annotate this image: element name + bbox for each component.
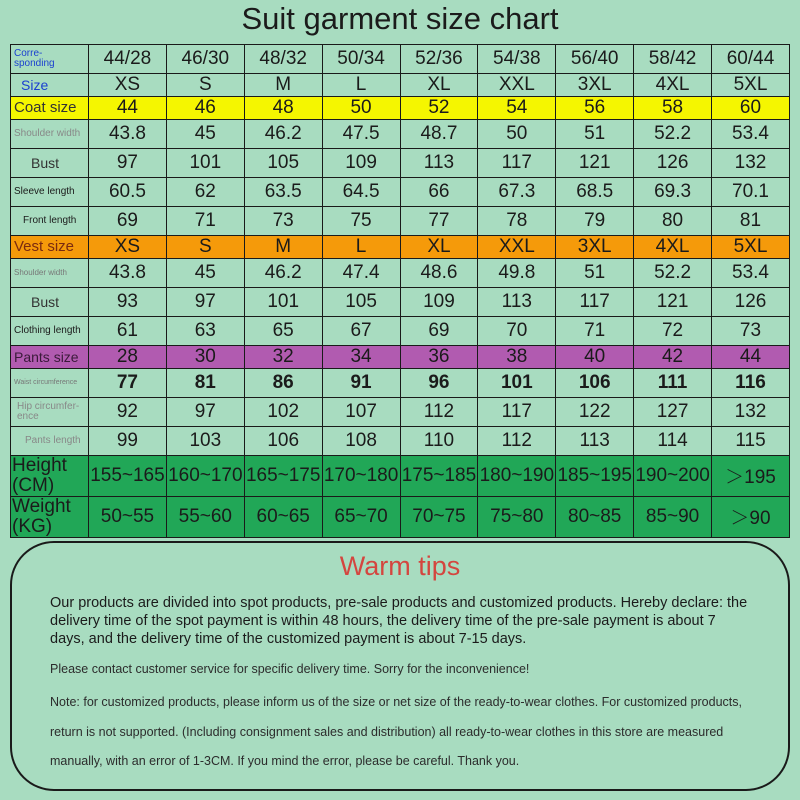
label-hip-circumference: Hip circumfer- ence bbox=[11, 398, 89, 427]
cell-vest-size: 3XL bbox=[556, 236, 634, 259]
label-shoulder-width: Shoulder width bbox=[11, 120, 89, 149]
cell-coat-size: 54 bbox=[478, 97, 556, 120]
row-coat-size bbox=[11, 97, 790, 120]
cell-size: XL bbox=[400, 74, 478, 97]
row-pants-hip bbox=[11, 398, 790, 427]
label-pants-length: Pants length bbox=[11, 427, 89, 456]
cell-shoulder-width: 50 bbox=[478, 120, 556, 149]
cell-pants-length: 108 bbox=[322, 427, 400, 456]
cell-size: 4XL bbox=[634, 74, 712, 97]
size-chart-table bbox=[10, 44, 790, 538]
cell-vest-size: L bbox=[322, 236, 400, 259]
label-shoulder-width: Shoulder width bbox=[11, 259, 89, 288]
cell-coat-size: 44 bbox=[89, 97, 167, 120]
cell-sleeve-length: 64.5 bbox=[322, 178, 400, 207]
cell-corresponding: 56/40 bbox=[556, 45, 634, 74]
cell-vest-size: XL bbox=[400, 236, 478, 259]
cell-height: 160~170 bbox=[166, 456, 244, 497]
cell-shoulder-width: 51 bbox=[556, 120, 634, 149]
cell-shoulder-width: 53.4 bbox=[712, 259, 790, 288]
cell-waist-circumference: 111 bbox=[634, 369, 712, 398]
cell-weight: ＞90 bbox=[712, 496, 790, 537]
row-pants-length bbox=[11, 427, 790, 456]
cell-bust: 105 bbox=[244, 149, 322, 178]
row-pants-size bbox=[11, 346, 790, 369]
cell-bust: 101 bbox=[244, 288, 322, 317]
label-bust: Bust bbox=[11, 149, 89, 178]
cell-front-length: 79 bbox=[556, 207, 634, 236]
cell-sleeve-length: 69.3 bbox=[634, 178, 712, 207]
cell-height: 185~195 bbox=[556, 456, 634, 497]
cell-hip-circumference: 107 bbox=[322, 398, 400, 427]
cell-front-length: 71 bbox=[166, 207, 244, 236]
cell-size: L bbox=[322, 74, 400, 97]
cell-bust: 93 bbox=[89, 288, 167, 317]
cell-bust: 126 bbox=[712, 288, 790, 317]
cell-waist-circumference: 81 bbox=[166, 369, 244, 398]
cell-size: XXL bbox=[478, 74, 556, 97]
cell-vest-size: S bbox=[166, 236, 244, 259]
cell-sleeve-length: 60.5 bbox=[89, 178, 167, 207]
cell-weight: 80~85 bbox=[556, 496, 634, 537]
label-clothing-length: Clothing length bbox=[11, 317, 89, 346]
cell-hip-circumference: 122 bbox=[556, 398, 634, 427]
cell-shoulder-width: 48.7 bbox=[400, 120, 478, 149]
cell-weight: 75~80 bbox=[478, 496, 556, 537]
cell-hip-circumference: 117 bbox=[478, 398, 556, 427]
row-vest-size bbox=[11, 236, 790, 259]
cell-clothing-length: 73 bbox=[712, 317, 790, 346]
cell-corresponding: 48/32 bbox=[244, 45, 322, 74]
cell-bust: 113 bbox=[478, 288, 556, 317]
cell-size: 3XL bbox=[556, 74, 634, 97]
cell-clothing-length: 63 bbox=[166, 317, 244, 346]
row-size bbox=[11, 74, 790, 97]
cell-shoulder-width: 43.8 bbox=[89, 120, 167, 149]
row-coat-bust bbox=[11, 149, 790, 178]
cell-clothing-length: 71 bbox=[556, 317, 634, 346]
label-height: Height (CM) bbox=[11, 456, 89, 497]
cell-corresponding: 52/36 bbox=[400, 45, 478, 74]
cell-corresponding: 50/34 bbox=[322, 45, 400, 74]
cell-weight: 70~75 bbox=[400, 496, 478, 537]
cell-bust: 97 bbox=[166, 288, 244, 317]
cell-waist-circumference: 77 bbox=[89, 369, 167, 398]
cell-height: 180~190 bbox=[478, 456, 556, 497]
cell-hip-circumference: 132 bbox=[712, 398, 790, 427]
cell-pants-length: 114 bbox=[634, 427, 712, 456]
cell-hip-circumference: 127 bbox=[634, 398, 712, 427]
cell-sleeve-length: 67.3 bbox=[478, 178, 556, 207]
cell-pants-size: 32 bbox=[244, 346, 322, 369]
row-pants-waist bbox=[11, 369, 790, 398]
cell-weight: 50~55 bbox=[89, 496, 167, 537]
cell-weight: 55~60 bbox=[166, 496, 244, 537]
cell-pants-length: 115 bbox=[712, 427, 790, 456]
cell-weight: 85~90 bbox=[634, 496, 712, 537]
row-height bbox=[11, 456, 790, 497]
cell-bust: 121 bbox=[634, 288, 712, 317]
cell-corresponding: 54/38 bbox=[478, 45, 556, 74]
label-coat-size: Coat size bbox=[11, 97, 89, 120]
cell-shoulder-width: 48.6 bbox=[400, 259, 478, 288]
cell-pants-size: 42 bbox=[634, 346, 712, 369]
cell-sleeve-length: 68.5 bbox=[556, 178, 634, 207]
cell-pants-size: 30 bbox=[166, 346, 244, 369]
cell-vest-size: M bbox=[244, 236, 322, 259]
row-coat-front-length bbox=[11, 207, 790, 236]
label-weight: Weight (KG) bbox=[11, 496, 89, 537]
cell-size: XS bbox=[89, 74, 167, 97]
cell-shoulder-width: 46.2 bbox=[244, 120, 322, 149]
cell-shoulder-width: 45 bbox=[166, 259, 244, 288]
row-vest-clothing-length bbox=[11, 317, 790, 346]
cell-pants-size: 28 bbox=[89, 346, 167, 369]
cell-pants-size: 40 bbox=[556, 346, 634, 369]
cell-waist-circumference: 96 bbox=[400, 369, 478, 398]
cell-front-length: 80 bbox=[634, 207, 712, 236]
cell-size: M bbox=[244, 74, 322, 97]
cell-clothing-length: 72 bbox=[634, 317, 712, 346]
cell-height: 155~165 bbox=[89, 456, 167, 497]
cell-bust: 109 bbox=[322, 149, 400, 178]
label-front-length: Front length bbox=[11, 207, 89, 236]
cell-bust: 132 bbox=[712, 149, 790, 178]
cell-clothing-length: 65 bbox=[244, 317, 322, 346]
cell-shoulder-width: 53.4 bbox=[712, 120, 790, 149]
cell-pants-size: 36 bbox=[400, 346, 478, 369]
cell-vest-size: XXL bbox=[478, 236, 556, 259]
cell-front-length: 77 bbox=[400, 207, 478, 236]
cell-shoulder-width: 52.2 bbox=[634, 120, 712, 149]
cell-corresponding: 44/28 bbox=[89, 45, 167, 74]
warm-tips-box bbox=[10, 541, 790, 791]
cell-vest-size: 4XL bbox=[634, 236, 712, 259]
cell-pants-length: 112 bbox=[478, 427, 556, 456]
cell-hip-circumference: 102 bbox=[244, 398, 322, 427]
cell-front-length: 73 bbox=[244, 207, 322, 236]
cell-waist-circumference: 91 bbox=[322, 369, 400, 398]
label-corresponding: Corre- sponding bbox=[11, 45, 89, 74]
cell-bust: 117 bbox=[478, 149, 556, 178]
row-vest-shoulder-width bbox=[11, 259, 790, 288]
cell-vest-size: 5XL bbox=[712, 236, 790, 259]
label-sleeve-length: Sleeve length bbox=[11, 178, 89, 207]
cell-bust: 97 bbox=[89, 149, 167, 178]
cell-height: 175~185 bbox=[400, 456, 478, 497]
cell-height: 165~175 bbox=[244, 456, 322, 497]
cell-pants-size: 44 bbox=[712, 346, 790, 369]
cell-pants-length: 113 bbox=[556, 427, 634, 456]
cell-height: 170~180 bbox=[322, 456, 400, 497]
cell-shoulder-width: 52.2 bbox=[634, 259, 712, 288]
cell-shoulder-width: 49.8 bbox=[478, 259, 556, 288]
cell-corresponding: 60/44 bbox=[712, 45, 790, 74]
delivery-notice: Our products are divided into spot products, pre-sale products and customized products. Hereby declare: the delivery time of the spot payment is within 48 hours, the delivery time of the pre-sale payment is about 7 days, and the delivery time of the customized payment is about 7-15 days. bbox=[50, 595, 748, 647]
page-title: Suit garment size chart bbox=[241, 1, 559, 36]
cell-shoulder-width: 43.8 bbox=[89, 259, 167, 288]
cell-hip-circumference: 112 bbox=[400, 398, 478, 427]
cell-front-length: 78 bbox=[478, 207, 556, 236]
cell-weight: 65~70 bbox=[322, 496, 400, 537]
customized-note: Note: for customized products, please inform us of the size or net size of the ready-to-wear clothes. For customized products, return is not supported. (Including consignment sales and distribution) all ready-to-wear clothes in this store are measured manually, with an error of 1-3CM. If you mind the error, please be careful. Thank you. bbox=[50, 695, 742, 768]
cell-shoulder-width: 46.2 bbox=[244, 259, 322, 288]
cell-pants-length: 110 bbox=[400, 427, 478, 456]
cell-clothing-length: 67 bbox=[322, 317, 400, 346]
cell-size: S bbox=[166, 74, 244, 97]
cell-coat-size: 56 bbox=[556, 97, 634, 120]
cell-size: 5XL bbox=[712, 74, 790, 97]
cell-corresponding: 58/42 bbox=[634, 45, 712, 74]
cell-hip-circumference: 97 bbox=[166, 398, 244, 427]
cell-sleeve-length: 66 bbox=[400, 178, 478, 207]
cell-shoulder-width: 47.4 bbox=[322, 259, 400, 288]
cell-coat-size: 46 bbox=[166, 97, 244, 120]
cell-height: ＞195 bbox=[712, 456, 790, 497]
cell-coat-size: 52 bbox=[400, 97, 478, 120]
cell-clothing-length: 69 bbox=[400, 317, 478, 346]
cell-bust: 126 bbox=[634, 149, 712, 178]
cell-waist-circumference: 86 bbox=[244, 369, 322, 398]
cell-shoulder-width: 47.5 bbox=[322, 120, 400, 149]
contact-notice: Please contact customer service for specific delivery time. Sorry for the inconvenience! bbox=[50, 662, 530, 676]
cell-vest-size: XS bbox=[89, 236, 167, 259]
cell-bust: 113 bbox=[400, 149, 478, 178]
cell-waist-circumference: 106 bbox=[556, 369, 634, 398]
cell-shoulder-width: 51 bbox=[556, 259, 634, 288]
cell-sleeve-length: 63.5 bbox=[244, 178, 322, 207]
cell-front-length: 81 bbox=[712, 207, 790, 236]
label-waist-circumference: Waist circumference bbox=[11, 369, 89, 398]
row-weight bbox=[11, 496, 790, 537]
cell-bust: 101 bbox=[166, 149, 244, 178]
cell-hip-circumference: 92 bbox=[89, 398, 167, 427]
label-pants-size: Pants size bbox=[11, 346, 89, 369]
cell-height: 190~200 bbox=[634, 456, 712, 497]
cell-clothing-length: 61 bbox=[89, 317, 167, 346]
row-coat-sleeve-length bbox=[11, 178, 790, 207]
cell-corresponding: 46/30 bbox=[166, 45, 244, 74]
cell-pants-length: 106 bbox=[244, 427, 322, 456]
cell-pants-length: 99 bbox=[89, 427, 167, 456]
cell-front-length: 75 bbox=[322, 207, 400, 236]
cell-pants-size: 34 bbox=[322, 346, 400, 369]
cell-bust: 117 bbox=[556, 288, 634, 317]
cell-coat-size: 58 bbox=[634, 97, 712, 120]
cell-coat-size: 48 bbox=[244, 97, 322, 120]
cell-clothing-length: 70 bbox=[478, 317, 556, 346]
label-size: Size bbox=[11, 74, 89, 97]
cell-front-length: 69 bbox=[89, 207, 167, 236]
cell-shoulder-width: 45 bbox=[166, 120, 244, 149]
cell-waist-circumference: 101 bbox=[478, 369, 556, 398]
cell-coat-size: 60 bbox=[712, 97, 790, 120]
label-bust: Bust bbox=[11, 288, 89, 317]
cell-bust: 109 bbox=[400, 288, 478, 317]
cell-pants-length: 103 bbox=[166, 427, 244, 456]
cell-bust: 121 bbox=[556, 149, 634, 178]
cell-weight: 60~65 bbox=[244, 496, 322, 537]
cell-waist-circumference: 116 bbox=[712, 369, 790, 398]
warm-tips-title: Warm tips bbox=[339, 551, 461, 581]
cell-coat-size: 50 bbox=[322, 97, 400, 120]
label-vest-size: Vest size bbox=[11, 236, 89, 259]
cell-sleeve-length: 70.1 bbox=[712, 178, 790, 207]
row-coat-shoulder-width bbox=[11, 120, 790, 149]
cell-bust: 105 bbox=[322, 288, 400, 317]
cell-pants-size: 38 bbox=[478, 346, 556, 369]
row-vest-bust bbox=[11, 288, 790, 317]
cell-sleeve-length: 62 bbox=[166, 178, 244, 207]
row-corresponding bbox=[11, 45, 790, 74]
